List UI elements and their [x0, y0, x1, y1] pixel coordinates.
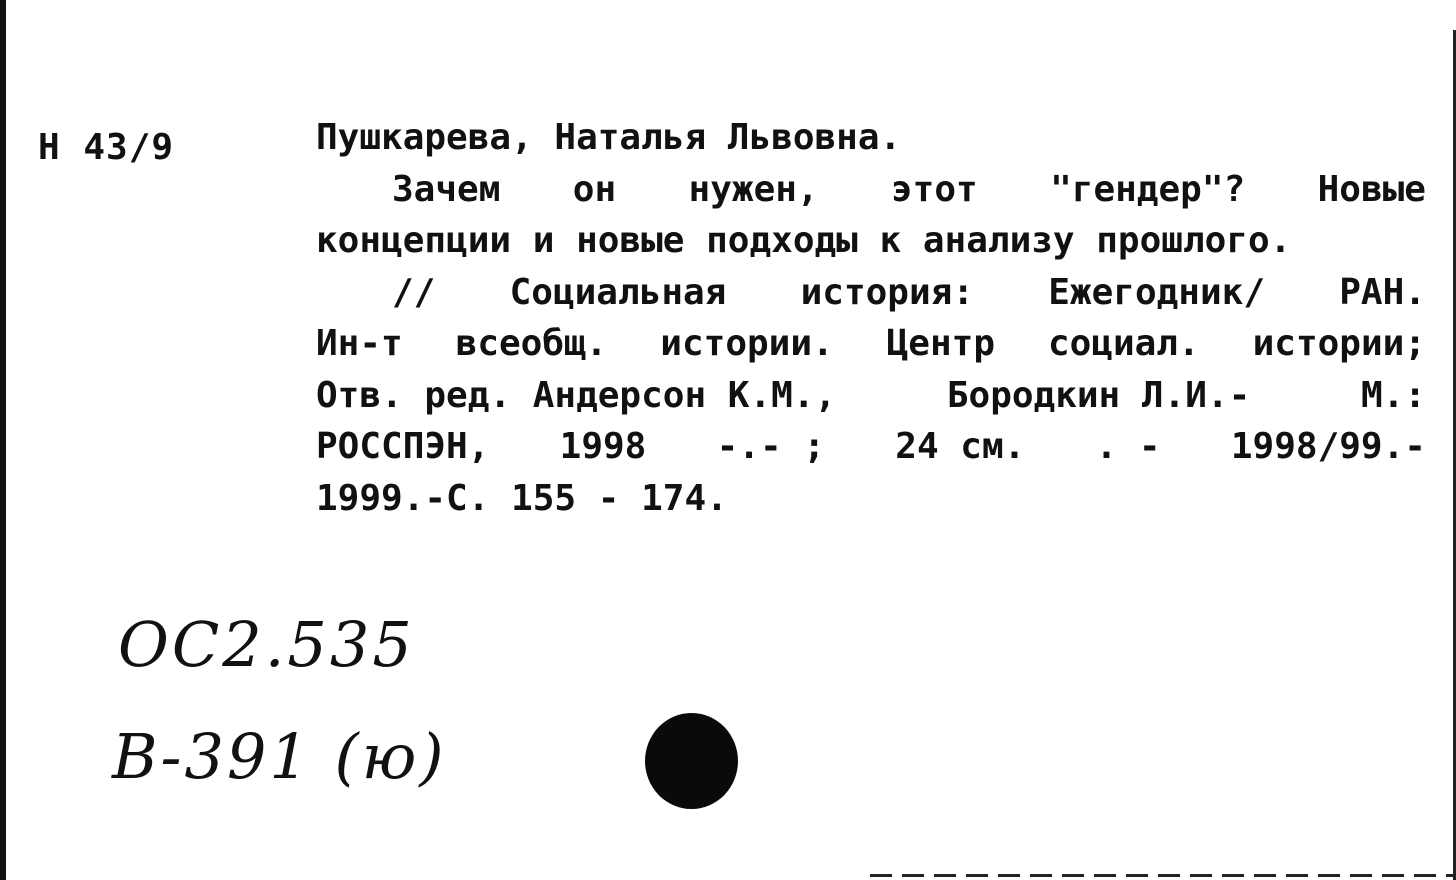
handwritten-inventory-mark: В-391 (ю) [112, 720, 447, 793]
word: РАН. [1339, 271, 1426, 313]
call-number: Н 43/9 [38, 127, 175, 168]
card-left-edge [0, 0, 6, 880]
word: Социальная [509, 271, 727, 313]
text-run: 24 см. [895, 426, 1026, 467]
text-run: Отв. ред. Андерсон К.М., [316, 374, 837, 416]
text-run: -.- ; [716, 426, 825, 467]
pages-line [316, 473, 1426, 525]
word: Зачем [392, 168, 501, 210]
word: истории. [660, 323, 834, 364]
word: Ин-т [316, 323, 403, 364]
word: он [572, 168, 617, 210]
publisher-line [316, 421, 1426, 473]
text-run: РОССПЭН, [316, 426, 490, 467]
text-run: концепции и новые подходы к анализу прошлого. [316, 220, 1292, 261]
word: всеобщ. [455, 323, 608, 364]
author-line: Пушкарева, Наталья Львовна. [316, 117, 902, 158]
source-line-1 [316, 267, 1426, 319]
word: история: [800, 271, 974, 313]
word: социал. [1047, 323, 1200, 364]
text-run: М.: [1360, 374, 1426, 416]
word: // [392, 271, 436, 313]
word: этот [891, 168, 978, 210]
word: истории; [1252, 323, 1426, 364]
title-line-1 [316, 164, 1426, 216]
word: нужен, [688, 168, 819, 210]
handwritten-shelf-mark: ОС2.535 [118, 608, 415, 681]
word: "гендер"? [1050, 168, 1246, 210]
text-run: 1998 [559, 426, 647, 467]
punch-hole-dot [645, 713, 738, 809]
text-run: 1999.-С. 155 - 174. [316, 477, 728, 519]
card-bottom-border [870, 874, 1456, 877]
text-run: Бородкин Л.И.- [946, 374, 1251, 416]
word: Центр [886, 323, 995, 364]
bibliographic-entry [316, 112, 1426, 524]
title-line-2 [316, 215, 1426, 267]
text-run: . - [1095, 426, 1161, 467]
word: Новые [1317, 168, 1426, 210]
text-run: 1998/99.- [1230, 426, 1426, 467]
word: Ежегодник/ [1048, 271, 1265, 313]
editors-line [316, 370, 1426, 422]
source-line-2 [316, 318, 1426, 370]
